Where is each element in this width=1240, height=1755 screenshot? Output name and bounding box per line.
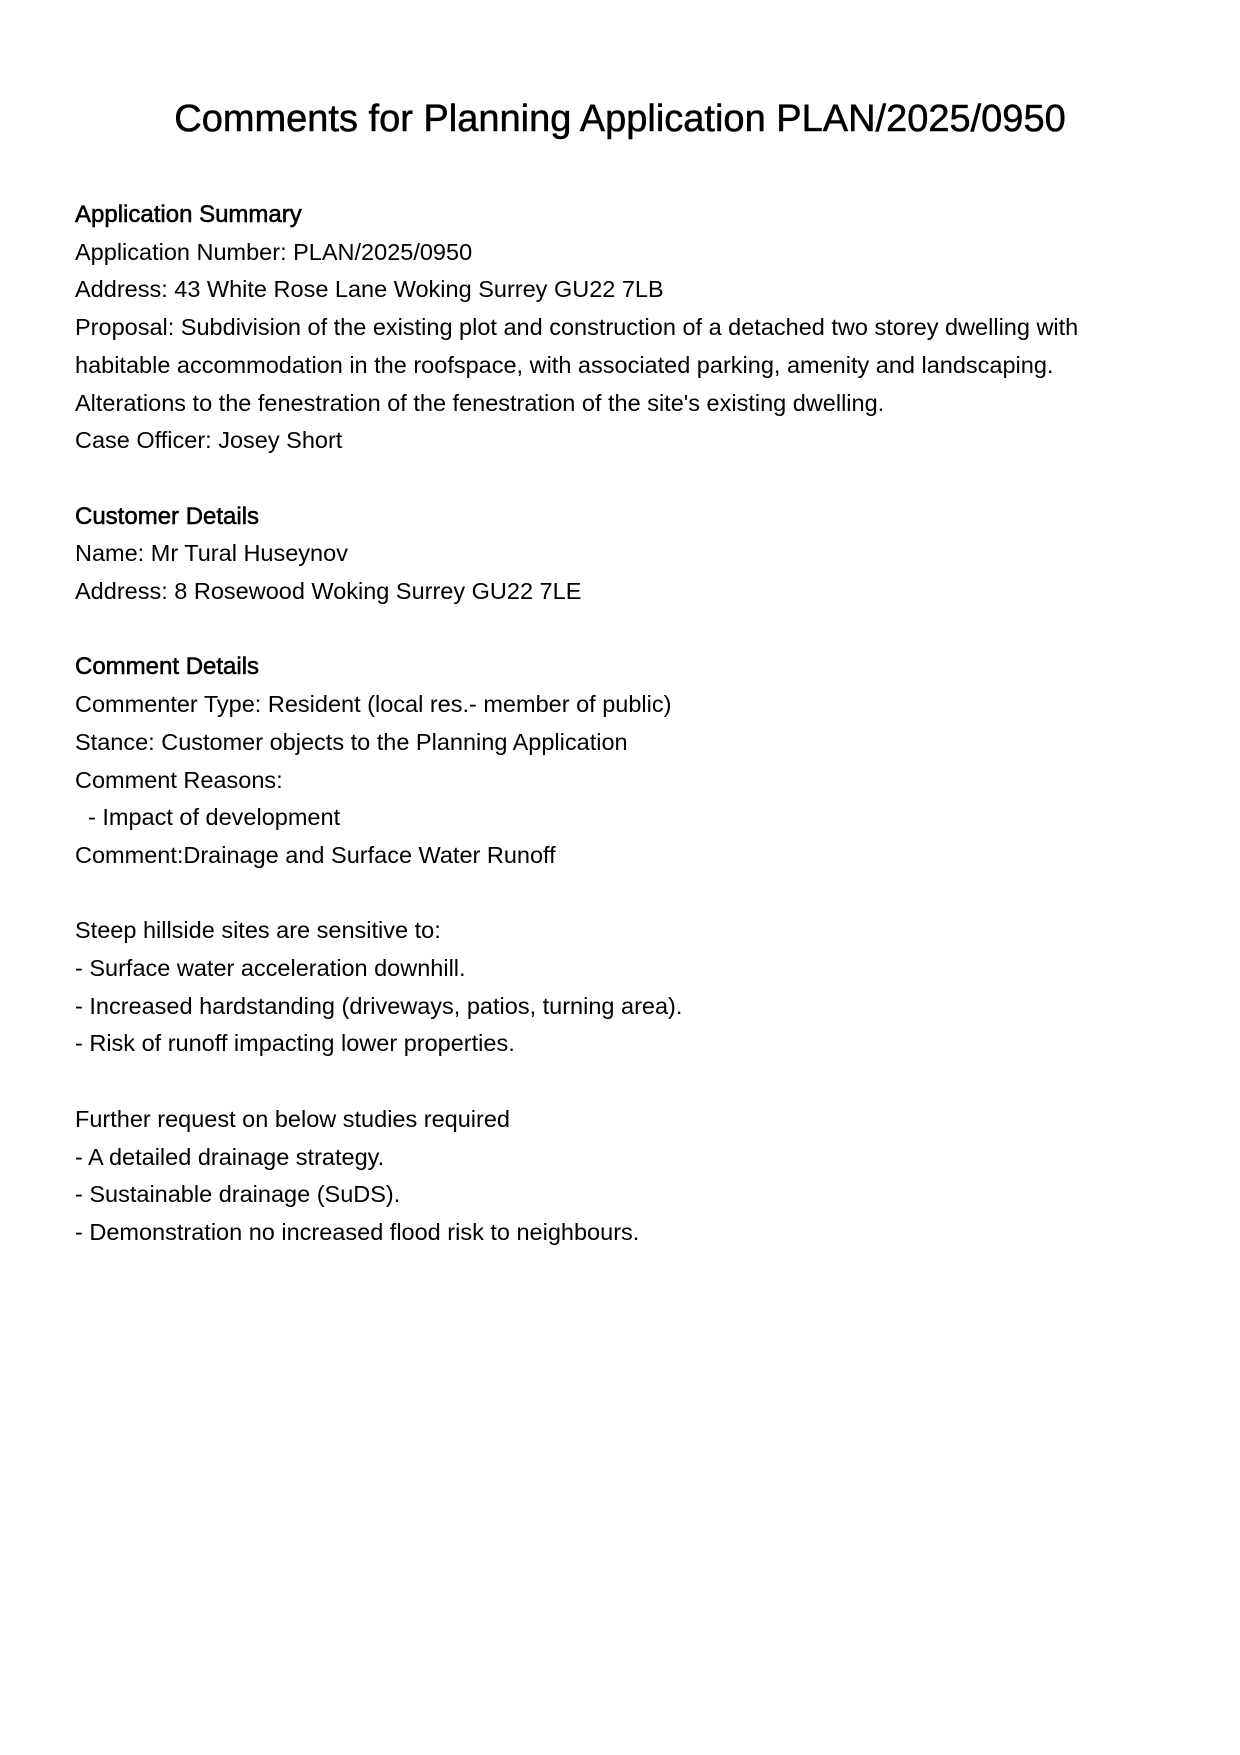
sensitivity-item: - Risk of runoff impacting lower properties. [75, 1030, 515, 1057]
sensitivity-intro: Steep hillside sites are sensitive to: [75, 917, 441, 944]
spacer [75, 611, 1165, 649]
proposal-line-2: habitable accommodation in the roofspace, with associated parking, amenity and landscaping. [75, 351, 1054, 378]
proposal-line-1: Proposal: Subdivision of the existing plot and construction of a detached two storey dwelling with [75, 314, 1079, 341]
comment-reasons-label: Comment Reasons: [75, 766, 283, 793]
case-officer: Case Officer: Josey Short [75, 427, 343, 454]
spacer [75, 460, 1165, 498]
comment-first-line: Comment:Drainage and Surface Water Runoff [75, 841, 556, 868]
application-summary-heading: Application Summary [75, 201, 302, 228]
comment-details-section [75, 648, 1165, 1251]
comment-reason-item: - Impact of development [88, 804, 341, 831]
customer-details-section [75, 498, 1165, 611]
customer-name: Name: Mr Tural Huseynov [75, 540, 348, 567]
stance: Stance: Customer objects to the Planning Application [75, 728, 628, 755]
commenter-type: Commenter Type: Resident (local res.- member of public) [75, 691, 672, 718]
page-title: Comments for Planning Application PLAN/2025/0950 [174, 98, 1066, 140]
spacer [75, 1063, 1165, 1101]
request-item: - Demonstration no increased flood risk to neighbours. [75, 1218, 640, 1245]
sensitivity-item: - Increased hardstanding (driveways, patios, turning area). [75, 992, 683, 1019]
request-item: - Sustainable drainage (SuDS). [75, 1181, 401, 1208]
application-summary-section [75, 196, 1165, 460]
customer-address: Address: 8 Rosewood Woking Surrey GU22 7LE [75, 578, 582, 605]
customer-details-heading: Customer Details [75, 502, 260, 530]
application-number: Application Number: PLAN/2025/0950 [75, 238, 473, 265]
proposal-line-3: Alterations to the fenestration of the fenestration of the site's existing dwelling. [75, 389, 885, 416]
request-intro: Further request on below studies required [75, 1105, 510, 1132]
sensitivity-item: - Surface water acceleration downhill. [75, 955, 466, 982]
request-item: - A detailed drainage strategy. [75, 1143, 385, 1170]
spacer [75, 875, 1165, 913]
application-address: Address: 43 White Rose Lane Woking Surrey GU22 7LB [75, 276, 664, 303]
comment-details-heading: Comment Details [75, 653, 260, 681]
